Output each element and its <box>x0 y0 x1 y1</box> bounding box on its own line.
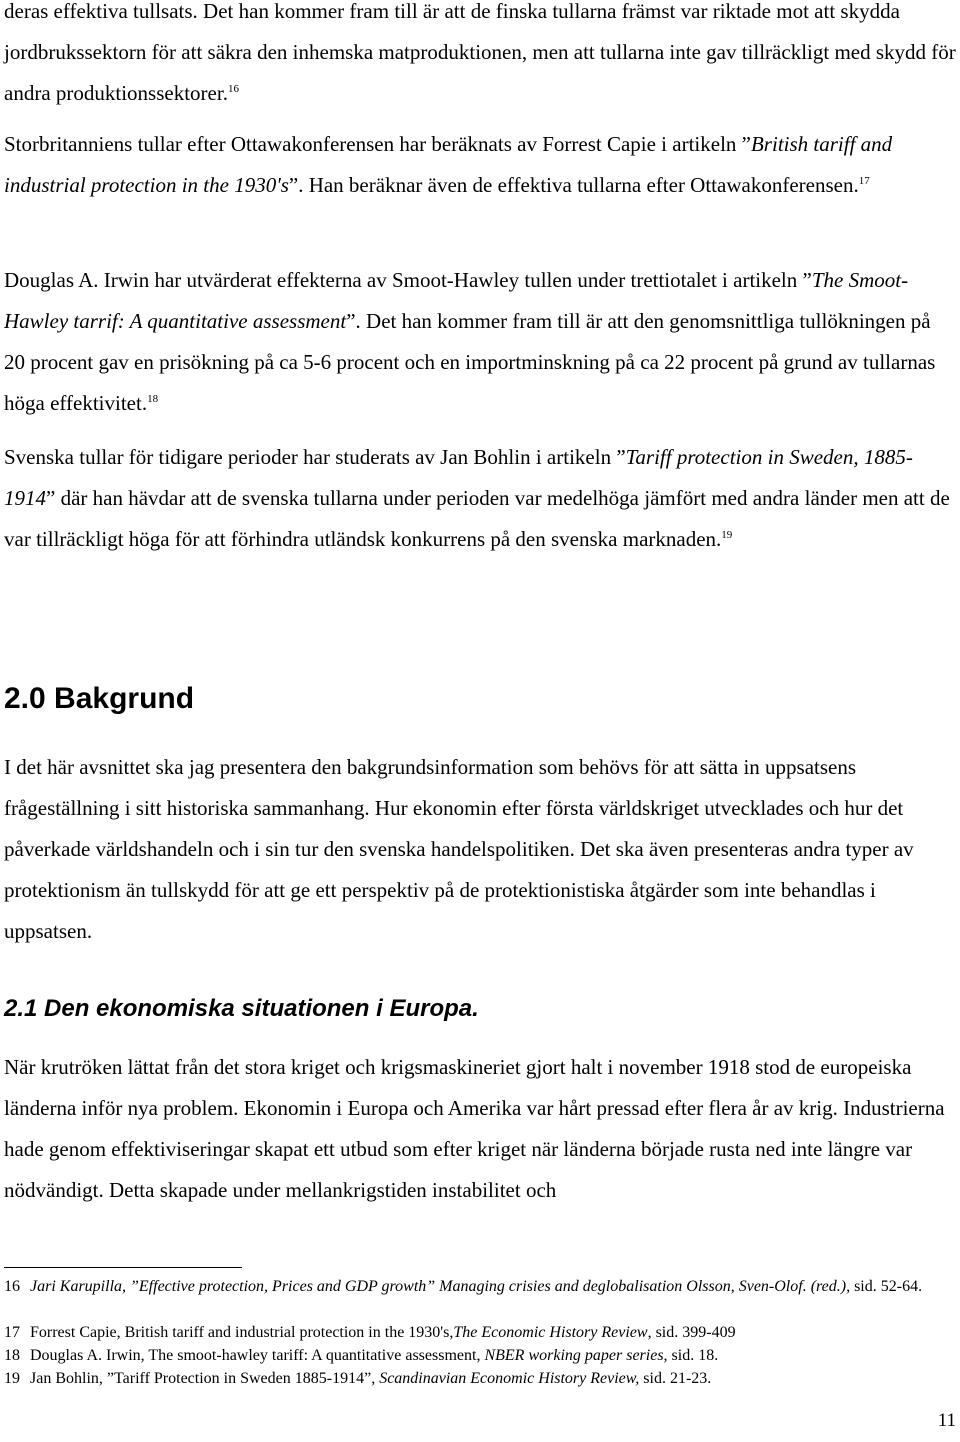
footnote-ref-18[interactable]: 18 <box>147 393 159 405</box>
paragraph-text: Douglas A. Irwin har utvärderat effekterna av Smoot-Hawley tullen under trettiotalet i artikeln ” <box>4 268 812 292</box>
footnote-text: Jan Bohlin, ”Tariff Protection in Sweden 1885-1914”, Scandinavian Economic History Review, sid. 21-23. <box>30 1370 712 1387</box>
footnote-number: 16 <box>4 1278 20 1295</box>
paragraph-text: Storbritanniens tullar efter Ottawakonferensen har beräknats av Forrest Capie i artikeln ” <box>4 132 751 156</box>
footnote-text: Douglas A. Irwin, The smoot-hawley tariff: A quantitative assessment, NBER working paper series, sid. 18. <box>30 1347 719 1364</box>
footnote-text: Forrest Capie, British tariff and industrial protection in the 1930's,The Economic History Review, sid. 399-409 <box>30 1324 736 1341</box>
paragraph-post-war: När krutröken lättat från det stora kriget och krigsmaskineriet gjort halt i november 1918 stod de europeiska länderna inför nya problem. Ekonomin i Europa och Amerika var hårt pressad efter flera år av krig. Industrierna hade genom effektiviseringar skapat ett utbud som efter kriget när länderna började rusta ned inte längre var nödvändigt. Detta skapade under mellankrigstiden instabilitet och <box>4 1055 945 1202</box>
footnote-number: 17 <box>4 1324 20 1341</box>
footnote-18 <box>4 1345 956 1367</box>
article-title: British tariff and industrial protection in the 1930's <box>4 132 893 197</box>
footnote-ref-19[interactable]: 19 <box>721 529 733 541</box>
paragraph-text: ”. Det han kommer fram till är att den genomsnittliga tullökningen på 20 procent gav en prisökning på ca 5-6 procent och en importminskning på ca 22 procent på grund av tullarnas höga effektivitet. <box>4 309 936 415</box>
footnote-17 <box>4 1322 956 1344</box>
paragraph-finnish-tariffs <box>4 0 956 114</box>
footnote-16 <box>4 1276 956 1298</box>
footnote-number: 18 <box>4 1347 20 1364</box>
paragraph-text: ”. Han beräknar även de effektiva tullarna efter Ottawakonferensen. <box>288 173 859 197</box>
footnote-separator <box>4 1267 242 1268</box>
paragraph-text: ” där han hävdar att de svenska tullarna under perioden var medelhöga jämfört med andra länder men att de var tillräckligt höga för att förhindra utländsk konkurrens på den svenska marknaden. <box>4 486 950 551</box>
article-title: The Smoot-Hawley tarrif: A quantitative assessment <box>4 268 909 333</box>
section-heading-economic-situation: 2.1 Den ekonomiska situationen i Europa. <box>4 995 479 1022</box>
paragraph-bohlin <box>4 437 956 560</box>
paragraph-text: deras effektiva tullsats. Det han kommer fram till är att de finska tullarna främst var riktade mot att skydda jordbrukssektorn för att säkra den inhemska matproduktionen, men att tullarna inte gav tillräckligt med skydd för andra produktionssektorer. <box>4 0 956 105</box>
paragraph-background-intro: I det här avsnittet ska jag presentera den bakgrundsinformation som behövs för att sätta in uppsatsens frågeställning i sitt historiska sammanhang. Hur ekonomin efter första världskriget utvecklades och hur det påverkade världshandeln och i sin tur den svenska handelspolitiken. Det ska även presenteras andra typer av protektionism än tullskydd för att ge ett perspektiv på de protektionistiska åtgärder som inte behandlas i uppsatsen. <box>4 755 914 943</box>
footnote-19 <box>4 1368 956 1390</box>
footnote-text: Jari Karupilla, ”Effective protection, Prices and GDP growth” Managing crisies and deglobalisation Olsson, Sven-Olof. (red.), sid. 52-64. <box>30 1278 923 1295</box>
footnote-ref-17[interactable]: 17 <box>858 175 870 187</box>
footnote-ref-16[interactable]: 16 <box>227 83 239 95</box>
page-number: 11 <box>937 1410 956 1431</box>
paragraph-capie <box>4 124 956 206</box>
section-heading-bakgrund: 2.0 Bakgrund <box>4 682 195 715</box>
footnote-number: 19 <box>4 1370 20 1387</box>
article-title: Tariff protection in Sweden, 1885-1914 <box>4 445 913 510</box>
paragraph-irwin <box>4 260 956 424</box>
paragraph-text: Svenska tullar för tidigare perioder har studerats av Jan Bohlin i artikeln ” <box>4 445 626 469</box>
